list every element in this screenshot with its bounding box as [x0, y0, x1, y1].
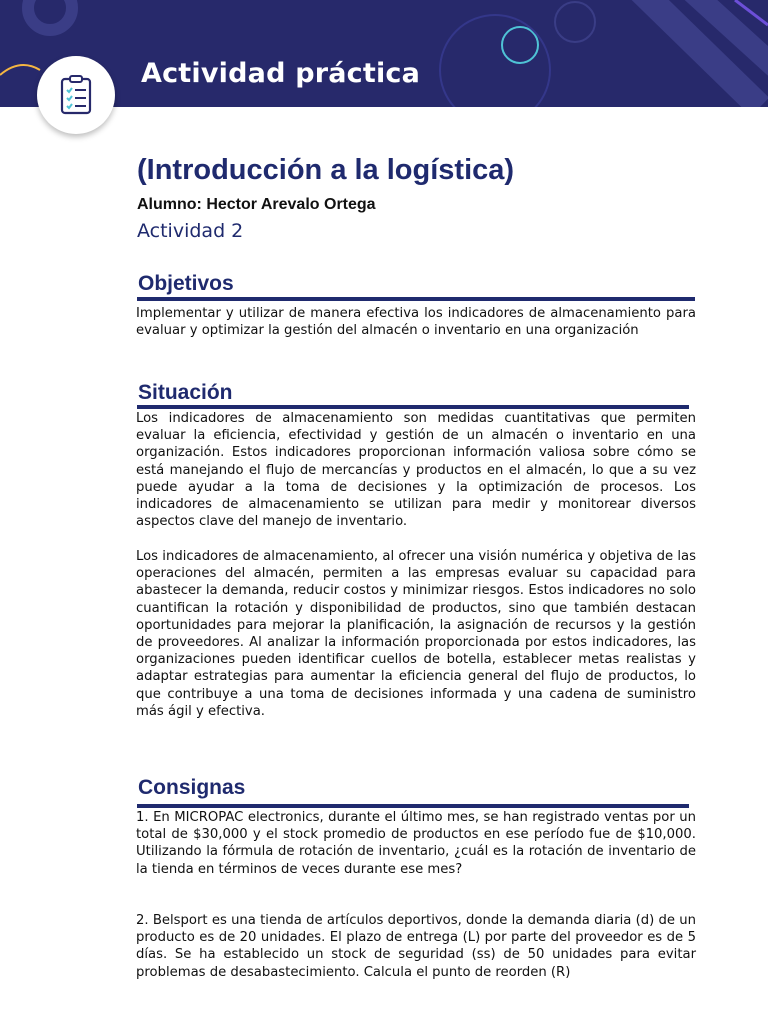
section-title-situacion: Situación — [138, 381, 233, 404]
section-rule-consignas — [137, 804, 689, 808]
consigna-item-2: 2. Belsport es una tienda de artículos deportivos, donde la demanda diaria (d) de un producto es de 20 unidades. El plazo de entrega (L) por parte del proveedor es de 5 días. Se ha establecido un stock de seguridad (ss) de 50 unidades para evitar problemas de desabastecimiento. Calcula el punto de reorden (R) — [136, 913, 696, 980]
banner-title: Actividad práctica — [141, 58, 421, 89]
consigna-item-1: 1. En MICROPAC electronics, durante el último mes, se han registrado ventas por un total de $30,000 y el stock promedio de productos en ese período fue de $10,000. Utilizando la fórmula de rotación de inventario, ¿cuál es la rotación de inventario de la tienda en términos de veces durante ese mes? — [136, 810, 696, 877]
activity-number: Actividad 2 — [137, 220, 244, 242]
header-banner — [0, 0, 768, 107]
objetivos-text: Implementar y utilizar de manera efectiva los indicadores de almacenamiento para evaluar y optimizar la gestión del almacén o inventario en una organización — [136, 306, 696, 339]
activity-badge — [37, 56, 115, 134]
section-rule-situacion — [137, 405, 689, 409]
situacion-paragraph-2: Los indicadores de almacenamiento, al ofrecer una visión numérica y objetiva de las operaciones del almacén, permiten a las empresas evaluar su capacidad para abastecer la demanda, reducir costos y minimizar riesgos. Estos indicadores no solo cuantifican la rotación y disponibilidad de productos, sino que también destacan oportunidades para mejorar la planificación, la asignación de recursos y la gestión de proveedores. Al analizar la información proporcionada por estos indicadores, las organizaciones pueden identificar cuellos de botella, establecer metas realistas y adaptar estrategias para aumentar la eficiencia general del flujo de productos, lo que contribuye a una toma de decisiones informada y una cadena de suministro más ágil y efectiva. — [136, 549, 696, 719]
section-title-objetivos: Objetivos — [138, 272, 234, 295]
situacion-paragraph-1: Los indicadores de almacenamiento son medidas cuantitativas que permiten evaluar la eficiencia, efectividad y gestión de un almacén o inventario en una organización. Estos indicadores proporcionan información valiosa sobre cómo se está manejando el flujo de mercancías y productos en el almacén, lo que a su vez puede ayudar a la toma de decisiones y la optimización de procesos. Los indicadores de almacenamiento se utilizan para medir y monitorear diversos aspectos clave del manejo de inventario. — [136, 411, 696, 530]
checklist-clipboard-icon — [59, 74, 93, 116]
document-title: (Introducción a la logística) — [137, 154, 515, 186]
banner-decoration — [0, 0, 768, 107]
student-name: Alumno: Hector Arevalo Ortega — [137, 196, 376, 213]
section-title-consignas: Consignas — [138, 776, 246, 799]
section-rule-objetivos — [137, 297, 695, 301]
